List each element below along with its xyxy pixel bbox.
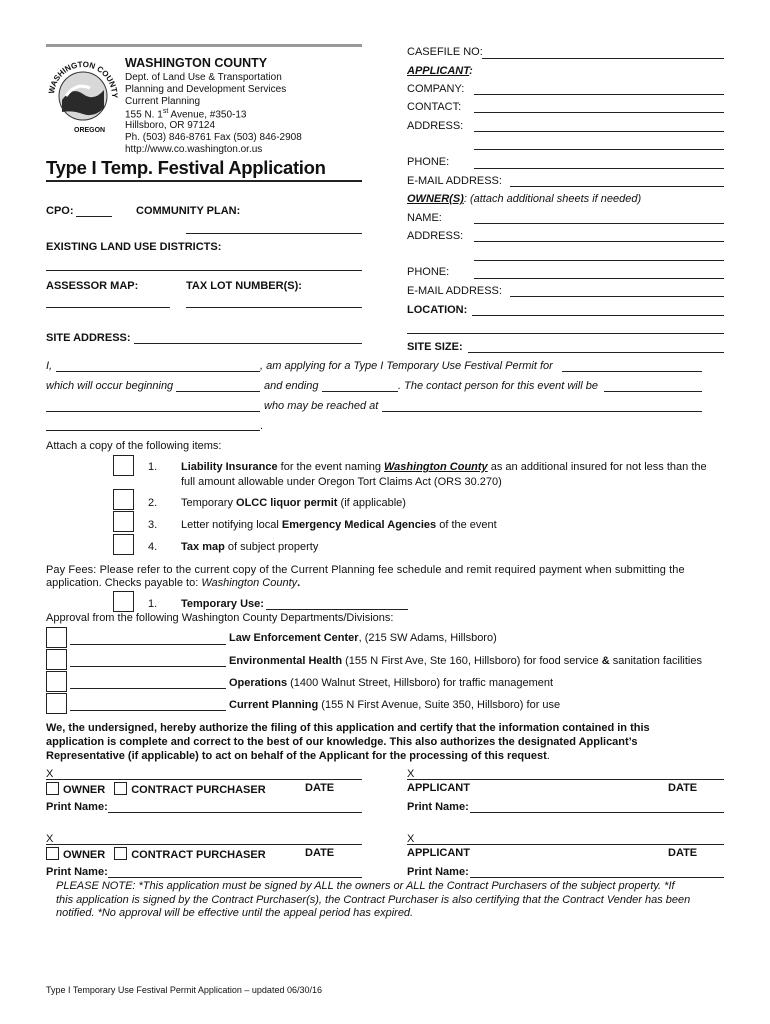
approval-item-4-bold: Current Planning (229, 699, 319, 711)
attach-item-1-line2: full amount allowable under Oregon Tort Claims Act (ORS 30.270) (181, 476, 502, 488)
dept-phone-fax: Ph. (503) 846-8761 Fax (503) 846-2908 (125, 132, 302, 143)
county-name: WASHINGTON COUNTY (125, 56, 268, 70)
fees-line-2-post: . (297, 577, 301, 589)
end-date-field[interactable] (322, 391, 398, 392)
sig1-right-line[interactable] (407, 779, 724, 780)
casefile-field[interactable] (482, 58, 724, 59)
temporary-use-label: Temporary Use: (181, 598, 264, 610)
address-label: ADDRESS: (407, 120, 464, 132)
cpo-label: CPO: (46, 205, 74, 217)
contact-label: CONTACT: (407, 101, 462, 113)
address-pre: 155 N. 1 (125, 109, 163, 121)
approval-checkbox-1[interactable] (46, 627, 67, 648)
reached-at-field-2[interactable] (46, 430, 260, 431)
county-seal-logo (46, 56, 120, 136)
address-sup: st (162, 108, 169, 115)
dept-line-3: Current Planning (125, 96, 201, 107)
owner-name-field[interactable] (474, 223, 724, 224)
attach-item-2 (181, 497, 406, 509)
address-field-1[interactable] (474, 131, 724, 132)
sig2-left-line[interactable] (46, 844, 362, 845)
sig1-right-date: DATE (668, 782, 698, 794)
contact-person-field[interactable] (604, 391, 702, 392)
sig2-left-roles (46, 847, 266, 861)
attach-item-3-post: of the event (436, 519, 497, 531)
contact-field[interactable] (474, 112, 724, 113)
phone-field[interactable] (474, 168, 724, 169)
applicant-name-field[interactable] (56, 371, 260, 372)
begin-date-field[interactable] (176, 391, 260, 392)
sig2-owner-label: OWNER (63, 849, 106, 861)
sig1-left-print-field[interactable] (108, 812, 362, 813)
seal-top-text: WASHINGTON COUNTY (46, 59, 120, 99)
sig2-contract-label: CONTRACT PURCHASER (131, 849, 266, 861)
note-line-2: this application is signed by the Contract Purchaser(s), the Contract Purchaser is also certifying that the Contract Vender has been (56, 894, 691, 906)
sig2-right-x: X (407, 833, 415, 845)
approval-sign-3[interactable] (70, 688, 226, 689)
approval-item-1-rest: , (215 SW Adams, Hillsboro) (358, 632, 497, 644)
attach-item-2-bold: OLCC liquor permit (236, 497, 338, 509)
site-size-label: SITE SIZE: (407, 341, 463, 353)
header-rule (46, 44, 362, 47)
sig1-left-print-label: Print Name: (46, 801, 108, 813)
sig2-left-x: X (46, 833, 54, 845)
site-size-field[interactable] (468, 352, 724, 353)
fees-line-1: Pay Fees: Please refer to the current copy of the Current Planning fee schedule and remit required payment when submitting the (46, 564, 685, 576)
sig2-left-print-field[interactable] (108, 877, 362, 878)
dept-city: Hillsboro, OR 97124 (125, 120, 216, 131)
approval-sign-2[interactable] (70, 666, 226, 667)
email-field[interactable] (510, 186, 724, 187)
page-title: Type I Temp. Festival Application (46, 157, 326, 178)
tax-lot-field[interactable] (186, 307, 362, 308)
attach-checkbox-1[interactable] (113, 455, 134, 476)
tax-lot-label: TAX LOT NUMBER(S): (186, 280, 302, 292)
email-label: E-MAIL ADDRESS: (407, 175, 502, 187)
certify-line-3-end: . (546, 750, 550, 762)
owners-heading (407, 193, 641, 205)
approval-checkbox-3[interactable] (46, 671, 67, 692)
attach-num-4: 4. (148, 541, 158, 553)
sig1-contract-checkbox[interactable] (114, 782, 127, 795)
approval-item-4-rest: (155 N First Avenue, Suite 350, Hillsboro) for use (318, 699, 561, 711)
title-underline (46, 180, 362, 182)
sig2-right-print-field[interactable] (470, 877, 724, 878)
note-line-1: PLEASE NOTE: *This application must be signed by ALL the owners or ALL the Contract Purchasers of the subject property. *If (56, 880, 675, 892)
attach-item-1-post: as an additional insured for not less than the (487, 461, 707, 473)
sig2-left-print-label: Print Name: (46, 866, 108, 878)
attach-item-3 (181, 519, 497, 531)
casefile-label: CASEFILE NO: (407, 46, 483, 58)
certify-line-3-text: Representative (if applicable) to act on behalf of the Applicant for the processing of this request (46, 750, 547, 762)
company-field[interactable] (474, 94, 724, 95)
certify-line-2: application is complete and correct to the best of our knowledge. This also authorizes the designated Applicant’s (46, 736, 638, 748)
statement-period: . (260, 420, 264, 432)
attach-checkbox-3[interactable] (113, 511, 134, 532)
dept-website[interactable]: http://www.co.washington.or.us (125, 144, 263, 155)
sig2-left-date: DATE (305, 847, 335, 859)
footer-text: Type I Temporary Use Festival Permit Application – updated 06/30/16 (46, 985, 322, 995)
seal-bottom-text: OREGON (74, 127, 106, 134)
dept-line-1: Dept. of Land Use & Transportation (125, 72, 282, 83)
statement-beginning: which will occur beginning (46, 380, 174, 392)
owner-email-label: E-MAIL ADDRESS: (407, 285, 502, 297)
festival-name-field[interactable] (562, 371, 702, 372)
applicant-heading-text: APPLICANT (407, 65, 470, 77)
attach-item-1-bold: Liability Insurance (181, 461, 278, 473)
sig1-left-x: X (46, 768, 54, 780)
attach-item-1-link: Washington County (384, 461, 488, 473)
assessor-map-field[interactable] (46, 307, 170, 308)
sig1-left-roles (46, 782, 266, 796)
fees-payee: Washington County (201, 577, 298, 589)
site-address-label: SITE ADDRESS: (46, 332, 131, 344)
attach-item-4 (181, 541, 318, 553)
temporary-use-num: 1. (148, 598, 158, 610)
approval-item-4 (229, 699, 560, 711)
contact-person-field-2[interactable] (46, 411, 260, 412)
address-field-2[interactable] (474, 149, 724, 150)
approval-sign-4[interactable] (70, 710, 226, 711)
site-address-field[interactable] (134, 343, 362, 344)
attach-item-4-bold: Tax map (181, 541, 225, 553)
attach-item-1 (181, 461, 707, 473)
approval-item-2-rest2: sanitation facilities (609, 655, 702, 667)
sig1-left-line[interactable] (46, 779, 362, 780)
statement-ending: and ending (264, 380, 319, 392)
land-use-label: EXISTING LAND USE DISTRICTS: (46, 241, 222, 253)
land-use-field[interactable] (46, 270, 362, 271)
sig2-right-date: DATE (668, 847, 698, 859)
attach-checkbox-2[interactable] (113, 489, 134, 510)
approval-item-3 (229, 677, 553, 689)
approval-sign-1[interactable] (70, 644, 226, 645)
temporary-use-field[interactable] (266, 609, 408, 610)
attach-item-3-pre: Letter notifying local (181, 519, 282, 531)
attach-num-2: 2. (148, 497, 158, 509)
address-post: Avenue, #350-13 (168, 109, 247, 121)
sig1-right-x: X (407, 768, 415, 780)
statement-i: I, (46, 360, 53, 372)
certify-line-3 (46, 750, 550, 762)
owner-phone-field[interactable] (474, 278, 724, 279)
attach-item-2-post: (if applicable) (337, 497, 406, 509)
applicant-heading: APPLICANT: (407, 65, 473, 77)
statement-reached: who may be reached at (264, 400, 379, 412)
attach-heading: Attach a copy of the following items: (46, 440, 222, 452)
owner-email-field[interactable] (510, 296, 724, 297)
location-label: LOCATION: (407, 304, 468, 316)
cpo-field[interactable] (76, 216, 112, 217)
attach-checkbox-4[interactable] (113, 534, 134, 555)
sig2-owner-checkbox[interactable] (46, 847, 59, 860)
sig2-right-print-label: Print Name: (407, 866, 469, 878)
sig1-owner-checkbox[interactable] (46, 782, 59, 795)
owner-phone-label: PHONE: (407, 266, 450, 278)
temporary-use-checkbox[interactable] (113, 591, 134, 612)
sig1-contract-label: CONTRACT PURCHASER (131, 784, 266, 796)
owner-address-field-1[interactable] (474, 241, 724, 242)
sig1-right-print-field[interactable] (470, 812, 724, 813)
community-plan-label: COMMUNITY PLAN: (136, 205, 241, 217)
approval-item-1-bold: Law Enforcement Center (229, 632, 359, 644)
phone-label: PHONE: (407, 156, 450, 168)
attach-item-4-post: of subject property (224, 541, 319, 553)
sig1-owner-label: OWNER (63, 784, 106, 796)
approval-checkbox-4[interactable] (46, 693, 67, 714)
sig1-applicant-label: APPLICANT (407, 782, 470, 794)
reached-at-field[interactable] (382, 411, 702, 412)
company-label: COMPANY: (407, 83, 465, 95)
approval-item-3-bold: Operations (229, 677, 288, 689)
dept-line-2: Planning and Development Services (125, 84, 287, 95)
attach-num-3: 3. (148, 519, 158, 531)
sig1-right-print-label: Print Name: (407, 801, 469, 813)
owner-name-label: NAME: (407, 212, 442, 224)
sig2-right-line[interactable] (407, 844, 724, 845)
approval-item-2-rest: (155 N First Ave, Ste 160, Hillsboro) for food service (342, 655, 602, 667)
approval-item-3-rest: (1400 Walnut Street, Hillsboro) for traffic management (287, 677, 554, 689)
owner-address-field-2[interactable] (474, 260, 724, 261)
note-line-3: notified. *No approval will be effective until the appeal period has expired. (56, 907, 414, 919)
statement-applying: , am applying for a Type I Temporary Use Festival Permit for (260, 360, 553, 372)
attach-num-1: 1. (148, 461, 158, 473)
approval-item-2-bold: Environmental Health (229, 655, 343, 667)
fees-line-2 (46, 577, 300, 589)
community-plan-field[interactable] (186, 233, 362, 234)
owner-address-label: ADDRESS: (407, 230, 464, 242)
sig1-left-date: DATE (305, 782, 335, 794)
approval-item-2-bold2: & (601, 655, 610, 667)
location-field-2[interactable] (407, 333, 724, 334)
approval-item-2 (229, 655, 702, 667)
fees-line-2-pre: application. Checks payable to: (46, 577, 202, 589)
approval-heading: Approval from the following Washington County Departments/Divisions: (46, 612, 394, 624)
attach-item-2-pre: Temporary (181, 497, 237, 509)
assessor-map-label: ASSESSOR MAP: (46, 280, 139, 292)
dept-address (125, 108, 246, 120)
approval-checkbox-2[interactable] (46, 649, 67, 670)
location-field-1[interactable] (472, 315, 724, 316)
statement-contact: . The contact person for this event will be (398, 380, 598, 392)
attach-item-1-mid: for the event naming (277, 461, 384, 473)
certify-line-1: We, the undersigned, hereby authorize the filing of this application and certify that the information contained in this (46, 722, 650, 734)
sig2-contract-checkbox[interactable] (114, 847, 127, 860)
approval-item-1 (229, 632, 497, 644)
attach-item-3-bold: Emergency Medical Agencies (281, 519, 437, 531)
sig2-applicant-label: APPLICANT (407, 847, 470, 859)
owners-heading-text: OWNER(S) (407, 193, 464, 205)
owners-note: : (attach additional sheets if needed) (463, 193, 642, 205)
